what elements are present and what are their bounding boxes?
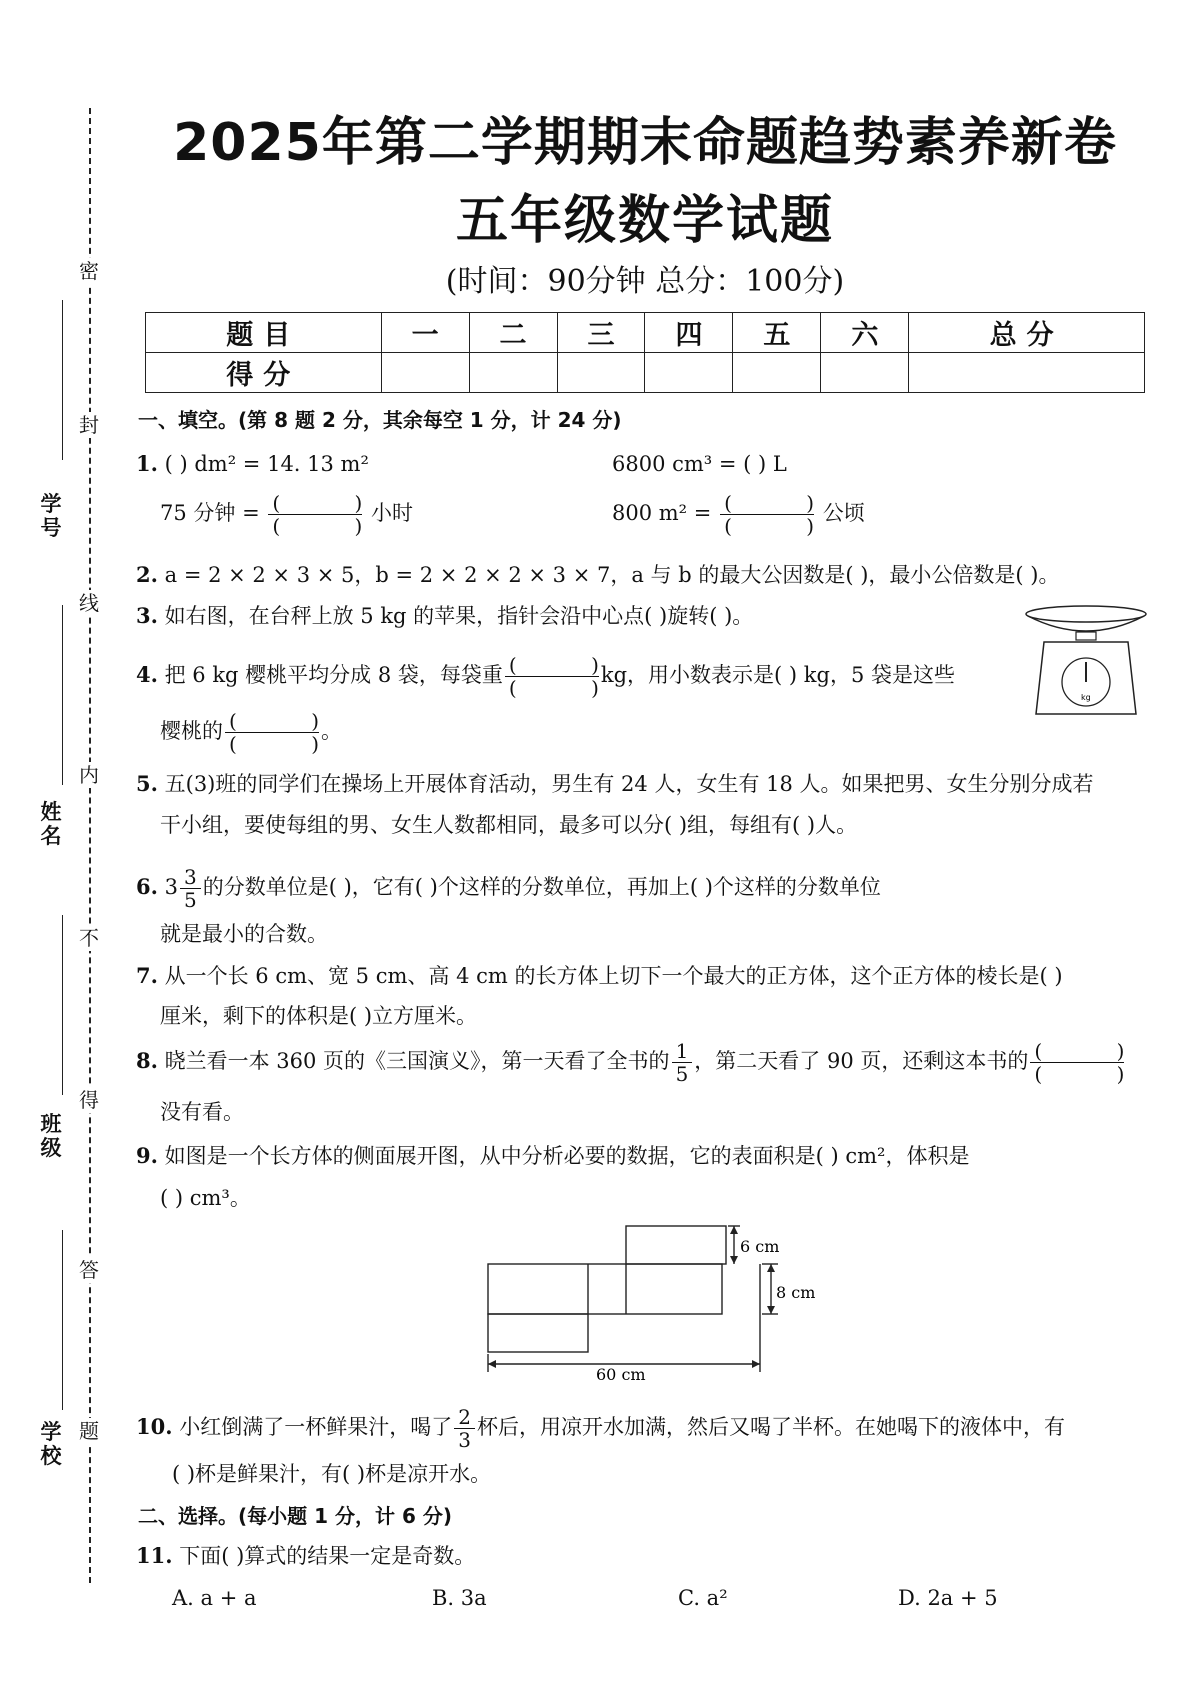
exam-title: 2025年第二学期期末命题趋势素养新卷 [173, 113, 1117, 173]
q-number: 4. [136, 662, 158, 687]
field-line-school [62, 1230, 63, 1410]
blank-open: ( ) [1030, 1040, 1124, 1062]
seal-char: 线 [76, 590, 102, 616]
q8-pre: 晓兰看一本 360 页的《三国演义》，第一天看了全书的 [164, 1049, 670, 1073]
score-cell[interactable] [909, 353, 1145, 393]
scale-illustration [1022, 602, 1150, 722]
q6 [136, 866, 881, 911]
q4-line2-post: 。 [321, 719, 342, 743]
blank-open: ( ) [505, 654, 599, 676]
field-line-name [62, 605, 63, 785]
q1-a [136, 450, 369, 478]
q5-text: 五(3)班的同学们在操场上开展体育活动，男生有 24 人，女生有 18 人。如果把男、女生分别分成若 [164, 772, 1094, 796]
q-number: 3. [136, 603, 158, 628]
q10-line2: ( )杯是鲜果汁，有( )杯是凉开水。 [172, 1462, 492, 1486]
q8-line2: 没有看。 [160, 1100, 244, 1124]
exam-subtitle: 五年级数学试题 [455, 191, 834, 251]
q10-text: 杯后，用凉开水加满，然后又喝了半杯。在她喝下的液体中，有 [476, 1415, 1065, 1439]
seal-char: 不 [76, 925, 102, 951]
q7-line1 [136, 962, 1063, 990]
q1-b-text: 6800 cm³ = ( ) L [612, 452, 787, 476]
fraction-numerator: 1 [675, 1039, 689, 1063]
score-header: 总分 [909, 313, 1145, 353]
q11-option-a[interactable]: A. a + a [172, 1586, 257, 1610]
q8 [136, 1040, 1126, 1085]
score-cell[interactable] [381, 353, 469, 393]
q-number: 9. [136, 1143, 158, 1168]
score-header: 二 [469, 313, 557, 353]
fraction-denominator: 5 [184, 888, 197, 912]
q-number: 8. [136, 1048, 158, 1073]
score-cell[interactable] [645, 353, 733, 393]
score-row-label: 得分 [146, 353, 382, 393]
q4-pre: 把 6 kg 樱桃平均分成 8 袋，每袋重 [164, 663, 503, 687]
q1-d-post: 公顷 [822, 501, 865, 525]
score-header: 一 [381, 313, 469, 353]
score-cell[interactable] [733, 353, 821, 393]
seal-char: 得 [76, 1087, 102, 1113]
q1-d-pre: 800 m² = [612, 501, 712, 525]
blank-open: ( ) [720, 515, 814, 537]
q1-c-pre: 75 分钟 = [160, 501, 260, 525]
score-header: 六 [821, 313, 909, 353]
q-number: 5. [136, 771, 158, 796]
q6-text: 的分数单位是( )，它有( )个这样的分数单位，再加上( )个这样的分数单位 [202, 875, 881, 899]
q4-mid: kg，用小数表示是( ) kg，5 袋是这些 [600, 663, 955, 687]
field-line-class [62, 915, 63, 1095]
score-header: 五 [733, 313, 821, 353]
fraction-denominator: 5 [675, 1062, 689, 1086]
q-number: 7. [136, 963, 158, 988]
field-label-student-id: 学号 [40, 492, 62, 540]
q-number: 6. [136, 874, 158, 899]
blank-fraction[interactable] [505, 654, 599, 699]
seal-char: 密 [76, 258, 102, 284]
seal-char: 内 [76, 762, 102, 788]
section-2-title: 二、选择。(每小题 1 分，计 6 分) [138, 1504, 452, 1528]
fraction [672, 1040, 693, 1085]
fraction [180, 866, 201, 911]
q6-whole: 3 [164, 875, 178, 899]
q11-text: 下面( )算式的结果一定是奇数。 [179, 1544, 476, 1568]
q10-pre: 小红倒满了一杯鲜果汁，喝了 [179, 1415, 453, 1439]
seal-char: 答 [76, 1257, 102, 1283]
blank-open: ( ) [225, 733, 319, 755]
fraction-denominator: 3 [458, 1428, 471, 1452]
q1-d [612, 492, 865, 537]
q4-line2 [160, 710, 342, 755]
blank-open: ( ) [1030, 1063, 1124, 1085]
net-diagram [484, 1222, 816, 1384]
section-1-title: 一、填空。(第 8 题 2 分，其余每空 1 分，计 24 分) [138, 408, 622, 432]
q6-line2: 就是最小的合数。 [160, 922, 328, 946]
score-cell[interactable] [821, 353, 909, 393]
q11-option-b[interactable]: B. 3a [432, 1586, 487, 1610]
field-label-class: 班级 [40, 1112, 62, 1160]
score-header: 题目 [146, 313, 382, 353]
score-table-row [146, 353, 1145, 393]
q9-text: 如图是一个长方体的侧面展开图，从中分析必要的数据，它的表面积是( ) cm²，体积是 [164, 1144, 970, 1168]
blank-open: ( ) [505, 677, 599, 699]
scale-dial-label: kg [1081, 693, 1091, 702]
q8-post: ，第二天看了 90 页，还剩这本书的 [694, 1049, 1029, 1073]
q7-text: 从一个长 6 cm、宽 5 cm、高 4 cm 的长方体上切下一个最大的正方体，这个正方体的棱长是( ) [164, 964, 1063, 988]
seal-char: 题 [76, 1418, 102, 1444]
blank-open: ( ) [268, 492, 362, 514]
score-table [145, 312, 1145, 393]
q2 [136, 561, 1059, 589]
seal-char: 封 [76, 412, 102, 438]
q9-line2: ( ) cm³。 [160, 1186, 251, 1210]
blank-open: ( ) [225, 710, 319, 732]
q10 [136, 1406, 1065, 1451]
q5-line2: 干小组，要使每组的男、女生人数都相同，最多可以分( )组，每组有( )人。 [160, 813, 858, 837]
q9-line1 [136, 1142, 969, 1170]
exam-meta: (时间：90分钟 总分：100分) [445, 264, 845, 299]
blank-fraction[interactable] [225, 710, 319, 755]
fraction [454, 1406, 475, 1451]
fraction-numerator: 2 [458, 1405, 471, 1429]
q-number: 10. [136, 1414, 173, 1439]
q1-a-text: ( ) dm² = 14. 13 m² [164, 452, 369, 476]
q7-line2: 厘米，剩下的体积是( )立方厘米。 [160, 1004, 478, 1028]
q1-c [160, 492, 413, 537]
field-label-school: 学校 [40, 1420, 62, 1468]
label-6cm: 6 cm [740, 1237, 780, 1256]
q11-option-c[interactable]: C. a² [678, 1586, 728, 1610]
score-cell[interactable] [469, 353, 557, 393]
label-8cm: 8 cm [776, 1283, 816, 1302]
q-number: 1. [136, 451, 158, 476]
q1-c-post: 小时 [371, 501, 414, 525]
blank-fraction[interactable] [1030, 1040, 1124, 1085]
blank-open: ( ) [268, 515, 362, 537]
q2-text: a = 2 × 2 × 3 × 5，b = 2 × 2 × 2 × 3 × 7，a 与 b 的最大公因数是( )，最小公倍数是( )。 [164, 563, 1060, 587]
q3 [136, 602, 753, 630]
q11 [136, 1542, 475, 1570]
blank-open: ( ) [720, 492, 814, 514]
score-cell[interactable] [557, 353, 645, 393]
field-line-student-id [62, 300, 63, 460]
fraction-numerator: 3 [184, 865, 197, 889]
q3-text: 如右图，在台秤上放 5 kg 的苹果，指针会沿中心点( )旋转( )。 [164, 604, 754, 628]
score-table-header-row [146, 313, 1145, 353]
blank-fraction[interactable] [720, 492, 814, 537]
blank-fraction[interactable] [268, 492, 362, 537]
score-header: 四 [645, 313, 733, 353]
label-60cm: 60 cm [596, 1365, 646, 1384]
q-number: 2. [136, 562, 158, 587]
score-header: 三 [557, 313, 645, 353]
binding-dashed-line [89, 108, 91, 1583]
q11-option-d[interactable]: D. 2a + 5 [898, 1586, 998, 1610]
q5-line1 [136, 770, 1094, 798]
q4-line2-pre: 樱桃的 [160, 719, 223, 743]
q4 [136, 654, 955, 699]
field-label-name: 姓名 [40, 800, 62, 848]
q-number: 11. [136, 1543, 173, 1568]
